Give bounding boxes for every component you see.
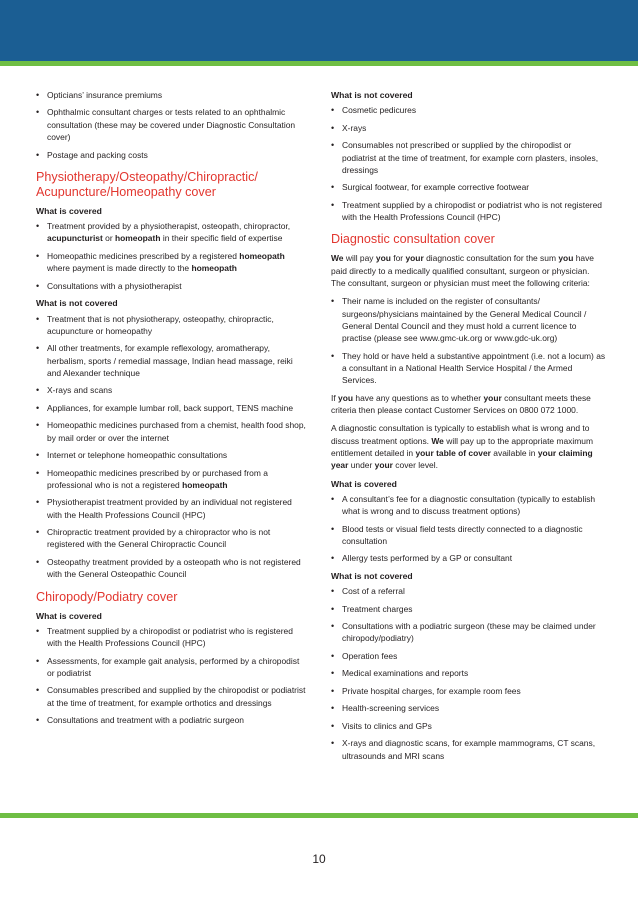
list-item: • Ophthalmic consultant charges or tests related to an ophthalmic consultation (these may be covered under Diagnostic Consultation cover) [36, 106, 308, 143]
list-item: • Allergy tests performed by a GP or consultant [331, 552, 606, 564]
diagnostic-criteria-list [331, 295, 606, 386]
diagnostic-contact-paragraph: If you have any questions as to whether your consultant meets these criteria then please contact Customer Services on 0800 072 1000. [331, 392, 591, 416]
list-item: • Visits to clinics and GPs [331, 720, 606, 732]
diagnostic-section-title: Diagnostic consultation cover [331, 232, 495, 247]
list-item: • Postage and packing costs [36, 149, 308, 161]
chiropody-section-title: Chiropody/Podiatry cover [36, 589, 178, 604]
list-item: • X-rays and diagnostic scans, for example mammograms, CT scans, ultrasounds and MRI scans [331, 737, 606, 762]
physio-not-covered-heading: What is not covered [36, 298, 118, 309]
intro-list [36, 89, 308, 161]
chiropody-not-covered-heading: What is not covered [331, 90, 413, 100]
list-item: • Consultations with a podiatric surgeon (these may be claimed under chiropody/podiatry) [331, 620, 606, 645]
left-column [36, 89, 308, 732]
list-item: • Appliances, for example lumbar roll, back support, TENS machine [36, 402, 308, 414]
top-accent-stripe [0, 61, 638, 66]
diagnostic-entitlement-paragraph: A diagnostic consultation is typically to establish what is wrong and to discuss treatment options. We will pay up to the appropriate maximum entitlement detailed in your table of cover available in your claiming year under your cover level. [331, 423, 594, 471]
list-item: • Consultations and treatment with a podiatric surgeon [36, 714, 308, 726]
list-item: • A consultant’s fee for a diagnostic consultation (typically to establish what is wrong and to discuss treatment options) [331, 493, 606, 518]
list-item: • Health-screening services [331, 702, 606, 714]
bottom-accent-stripe [0, 813, 638, 818]
list-item: • Internet or telephone homeopathic consultations [36, 449, 308, 461]
list-item: • Surgical footwear, for example corrective footwear [331, 181, 606, 193]
list-item: • Treatment provided by a physiotherapist, osteopath, chiropractor, acupuncturist or homeopath in their specific field of expertise [36, 220, 308, 245]
chiropody-covered-heading: What is covered [36, 610, 102, 621]
list-item: • Homeopathic medicines prescribed by a registered homeopath where payment is made directly to the homeopath [36, 250, 308, 275]
list-item: • Consumables not prescribed or supplied by the chiropodist or podiatrist at the time of treatment, for example corn plasters, insoles, dressings [331, 139, 606, 176]
list-item: • Treatment charges [331, 603, 606, 615]
list-item: • Opticians’ insurance premiums [36, 89, 308, 101]
diagnostic-covered-list [331, 493, 606, 565]
list-item: • Consultations with a physiotherapist [36, 280, 308, 292]
list-item: • Medical examinations and reports [331, 667, 606, 679]
diagnostic-covered-heading: What is covered [331, 478, 397, 489]
list-item: • Homeopathic medicines purchased from a chemist, health food shop, by mail order or over the internet [36, 419, 308, 444]
list-item: • Physiotherapist treatment provided by an individual not registered with the Health Professions Council (HPC) [36, 496, 308, 521]
diagnostic-not-covered-list [331, 585, 606, 762]
page-number: 10 [312, 852, 326, 866]
physio-section-title: Physiotherapy/Osteopathy/Chiropractic/ Acupuncture/Homeopathy cover [36, 169, 258, 199]
list-item: • Treatment supplied by a chiropodist or podiatrist who is registered with the Health Professions Council (HPC) [36, 625, 308, 650]
list-item: • Treatment that is not physiotherapy, osteopathy, chiropractic, acupuncture or homeopathy [36, 313, 308, 338]
right-column [331, 89, 606, 767]
list-item: • Treatment supplied by a chiropodist or podiatrist who is not registered with the Health Professions Council (HPC) [331, 199, 606, 224]
list-item: • Operation fees [331, 650, 606, 662]
physio-covered-heading: What is covered [36, 205, 102, 216]
list-item: • Blood tests or visual field tests directly connected to a diagnostic consultation [331, 523, 606, 548]
list-item: • Assessments, for example gait analysis, performed by a chiropodist or podiatrist [36, 655, 308, 680]
list-item: • X-rays and scans [36, 384, 308, 396]
diagnostic-intro-paragraph: We will pay you for your diagnostic consultation for the sum you have paid directly to a medically qualified consultant, surgeon or physician. The consultant, surgeon or physician must meet the following criteria: [331, 253, 594, 289]
list-item: • Cost of a referral [331, 585, 606, 597]
list-item: • All other treatments, for example reflexology, aromatherapy, herbalism, sports / remedial massage, Indian head massage, reiki and Alexander technique [36, 342, 308, 379]
diagnostic-not-covered-heading: What is not covered [331, 570, 413, 581]
list-item: • They hold or have held a substantive appointment (i.e. not a locum) as a consultant in a National Health Service Hospital / the Armed Services. [331, 350, 606, 387]
list-item: • X-rays [331, 122, 606, 134]
list-item: • Chiropractic treatment provided by a chiropractor who is not registered with the General Chiropractic Council [36, 526, 308, 551]
list-item: • Cosmetic pedicures [331, 104, 606, 116]
list-item: • Osteopathy treatment provided by a osteopath who is not registered with the General Osteopathic Council [36, 556, 308, 581]
header-bar [0, 0, 638, 61]
physio-not-covered-list [36, 313, 308, 581]
list-item: • Their name is included on the register of consultants/ surgeons/physicians maintained by the General Medical Council / General Dental Council and they must hold a current licence to practise (please see www.gmc-uk.org or www.gdc-uk.org) [331, 295, 606, 344]
list-item: • Private hospital charges, for example room fees [331, 685, 606, 697]
chiropody-covered-list [36, 625, 308, 727]
list-item: • Consumables prescribed and supplied by the chiropodist or podiatrist at the time of treatment, for example orthotics and dressings [36, 684, 308, 709]
chiropody-not-covered-list [331, 104, 606, 223]
list-item: • Homeopathic medicines prescribed by or purchased from a professional who is not a registered homeopath [36, 467, 308, 492]
physio-covered-list [36, 220, 308, 292]
